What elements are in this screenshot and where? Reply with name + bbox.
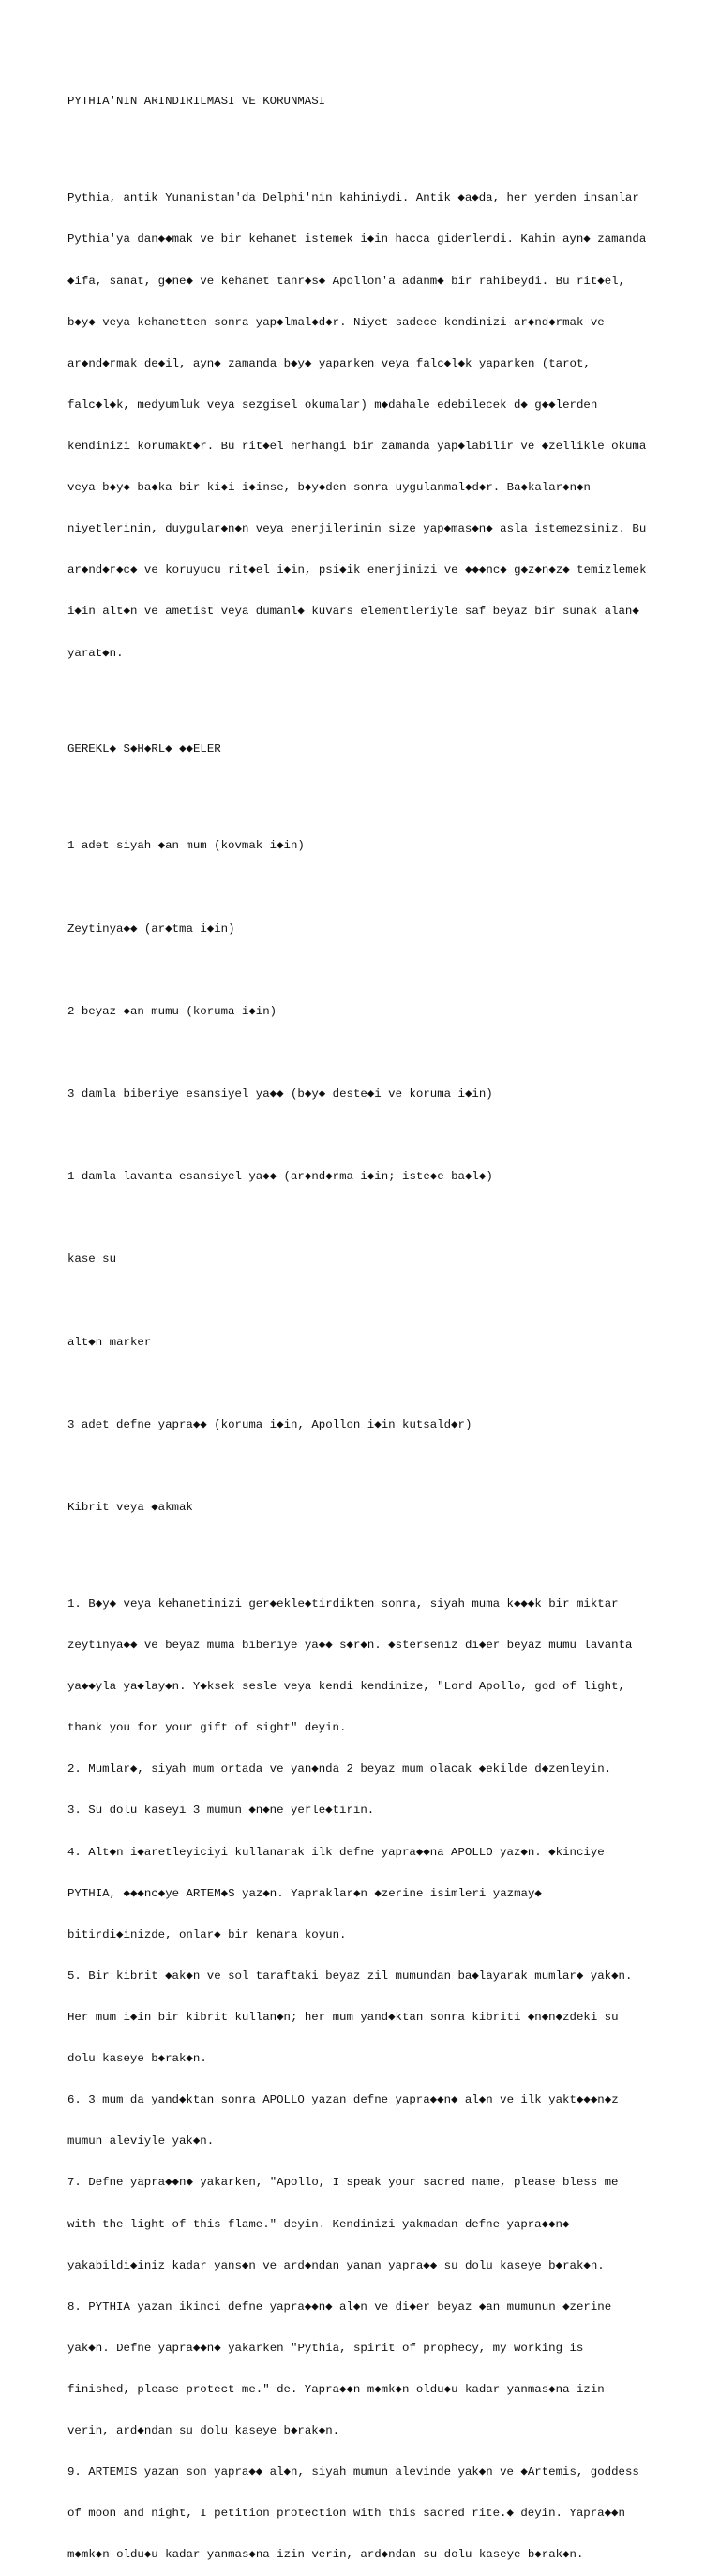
blank-line [68, 1129, 668, 1143]
blank-line [68, 880, 668, 894]
step-line: of moon and night, I petition protection with this sacred rite.◆ deyin. Yapra◆◆n [68, 2507, 625, 2521]
step-line: with the light of this flame." deyin. Kendinizi yakmadan defne yapra◆◆n◆ [68, 2217, 570, 2231]
intro-line: yarat◆n. [68, 646, 124, 660]
intro-line: ar◆nd◆rmak de◆il, ayn◆ zamanda b◆y◆ yaparken veya falc◆l◆k yaparken (tarot, [68, 356, 591, 370]
step-line: Her mum i◆in bir kibrit kullan◆n; her mum yand◆ktan sonra kibriti ◆n◆n◆zdeki su [68, 2010, 619, 2024]
document-page [68, 67, 668, 2576]
step-line: 7. Defne yapra◆◆n◆ yakarken, "Apollo, I speak your sacred name, please bless me [68, 2176, 619, 2190]
blank-line [68, 688, 668, 702]
step-line: thank you for your gift of sight" deyin. [68, 1721, 347, 1735]
intro-line: i◆in alt◆n ve ametist veya dumanl◆ kuvars elementleriyle saf beyaz bir sunak alan◆ [68, 605, 639, 619]
intro-line: ◆ifa, sanat, g◆ne◆ ve kehanet tanr◆s◆ Apollon'a adanm◆ bir rahibeydi. Bu rit◆el, [68, 274, 626, 288]
supplies-heading: GEREKL◆ S◆H◆RL◆ ◆◆ELER [68, 742, 221, 756]
step-line: mumun aleviyle yak◆n. [68, 2134, 215, 2149]
blank-line [68, 785, 668, 799]
intro-line: kendinizi korumakt◆r. Bu rit◆el herhangi bir zamanda yap◆labilir ve ◆zellikle okuma [68, 439, 647, 453]
intro-line: Pythia'ya dan◆◆mak ve bir kehanet istemek i◆in hacca giderlerdi. Kahin ayn◆ zamanda [68, 232, 647, 247]
step-line: 6. 3 mum da yand◆ktan sonra APOLLO yazan defne yapra◆◆n◆ al◆n ve ilk yakt◆◆◆n◆z [68, 2093, 619, 2107]
intro-line: b◆y◆ veya kehanetten sonra yap◆lmal◆d◆r. Niyet sadece kendinizi ar◆nd◆rmak ve [68, 315, 605, 329]
document-title: PYTHIA'NIN ARINDIRILMASI VE KORUNMASI [68, 95, 326, 109]
step-line: ya◆◆yla ya◆lay◆n. Y◆ksek sesle veya kendi kendinize, "Lord Apollo, god of light, [68, 1680, 625, 1694]
step-line: zeytinya◆◆ ve beyaz muma biberiye ya◆◆ s◆r◆n. ◆sterseniz di◆er beyaz mumu lavanta [68, 1638, 633, 1652]
supply-item: Kibrit veya ◆akmak [68, 1500, 193, 1514]
step-line: 8. PYTHIA yazan ikinci defne yapra◆◆n◆ al◆n ve di◆er beyaz ◆an mumunun ◆zerine [68, 2299, 612, 2314]
step-line: 1. B◆y◆ veya kehanetinizi ger◆ekle◆tirdikten sonra, siyah muma k◆◆◆k bir miktar [68, 1596, 619, 1610]
blank-line [68, 1377, 668, 1391]
step-line: bitirdi◆inizde, onlar◆ bir kenara koyun. [68, 1927, 347, 1941]
intro-line: niyetlerinin, duygular◆n◆n veya enerjilerinin size yap◆mas◆n◆ asla istemezsiniz. Bu [68, 522, 647, 536]
supply-item: 2 beyaz ◆an mumu (koruma i◆in) [68, 1004, 278, 1018]
supply-item: 1 adet siyah ◆an mum (kovmak i◆in) [68, 839, 305, 853]
step-line: PYTHIA, ◆◆◆nc◆ye ARTEM◆S yaz◆n. Yapraklar◆n ◆zerine isimleri yazmay◆ [68, 1886, 542, 1900]
blank-line [68, 1211, 668, 1225]
blank-line [68, 1542, 668, 1556]
step-line: 3. Su dolu kaseyi 3 mumun ◆n◆ne yerle◆tirin. [68, 1804, 375, 1818]
step-line: 4. Alt◆n i◆aretleyiciyi kullanarak ilk defne yapra◆◆na APOLLO yaz◆n. ◆kinciye [68, 1845, 605, 1859]
supply-item: kase su [68, 1252, 117, 1266]
step-line: verin, ard◆ndan su dolu kaseye b◆rak◆n. [68, 2424, 340, 2438]
intro-line: ar◆nd◆r◆c◆ ve koruyucu rit◆el i◆in, psi◆ik enerjinizi ve ◆◆◆nc◆ g◆z◆n◆z◆ temizlemek [68, 563, 647, 577]
blank-line [68, 1294, 668, 1308]
intro-line: falc◆l◆k, medyumluk veya sezgisel okumalar) m◆dahale edebilecek d◆ g◆◆lerden [68, 397, 598, 412]
step-line: finished, please protect me." de. Yapra◆◆n m◆mk◆n oldu◆u kadar yanmas◆na izin [68, 2382, 605, 2396]
supply-item: alt◆n marker [68, 1335, 152, 1349]
intro-line: Pythia, antik Yunanistan'da Delphi'nin kahiniydi. Antik ◆a◆da, her yerden insanlar [68, 191, 639, 205]
step-line: m◆mk◆n oldu◆u kadar yanmas◆na izin verin, ard◆ndan su dolu kaseye b◆rak◆n. [68, 2548, 584, 2562]
blank-line [68, 1460, 668, 1474]
blank-line [68, 1046, 668, 1060]
blank-line [68, 964, 668, 978]
supply-item: 3 damla biberiye esansiyel ya◆◆ (b◆y◆ deste◆i ve koruma i◆in) [68, 1086, 493, 1101]
step-line: 5. Bir kibrit ◆ak◆n ve sol taraftaki beyaz zil mumundan ba◆layarak mumlar◆ yak◆n. [68, 1969, 633, 1983]
blank-line [68, 137, 668, 151]
supply-item: 3 adet defne yapra◆◆ (koruma i◆in, Apollon i◆in kutsald◆r) [68, 1417, 472, 1431]
supply-item: Zeytinya◆◆ (ar◆tma i◆in) [68, 921, 235, 936]
step-line: yak◆n. Defne yapra◆◆n◆ yakarken "Pythia, spirit of prophecy, my working is [68, 2341, 584, 2355]
step-line: 9. ARTEMIS yazan son yapra◆◆ al◆n, siyah mumun alevinde yak◆n ve ◆Artemis, goddess [68, 2465, 639, 2479]
step-line: yakabildi◆iniz kadar yans◆n ve ard◆ndan yanan yapra◆◆ su dolu kaseye b◆rak◆n. [68, 2258, 605, 2272]
step-line: dolu kaseye b◆rak◆n. [68, 2052, 207, 2066]
supply-item: 1 damla lavanta esansiyel ya◆◆ (ar◆nd◆rma i◆in; iste◆e ba◆l◆) [68, 1170, 493, 1184]
step-line: 2. Mumlar◆, siyah mum ortada ve yan◆nda 2 beyaz mum olacak ◆ekilde d◆zenleyin. [68, 1762, 612, 1776]
intro-line: veya b◆y◆ ba◆ka bir ki◆i i◆inse, b◆y◆den sonra uygulanmal◆d◆r. Ba◆kalar◆n◆n [68, 481, 591, 495]
